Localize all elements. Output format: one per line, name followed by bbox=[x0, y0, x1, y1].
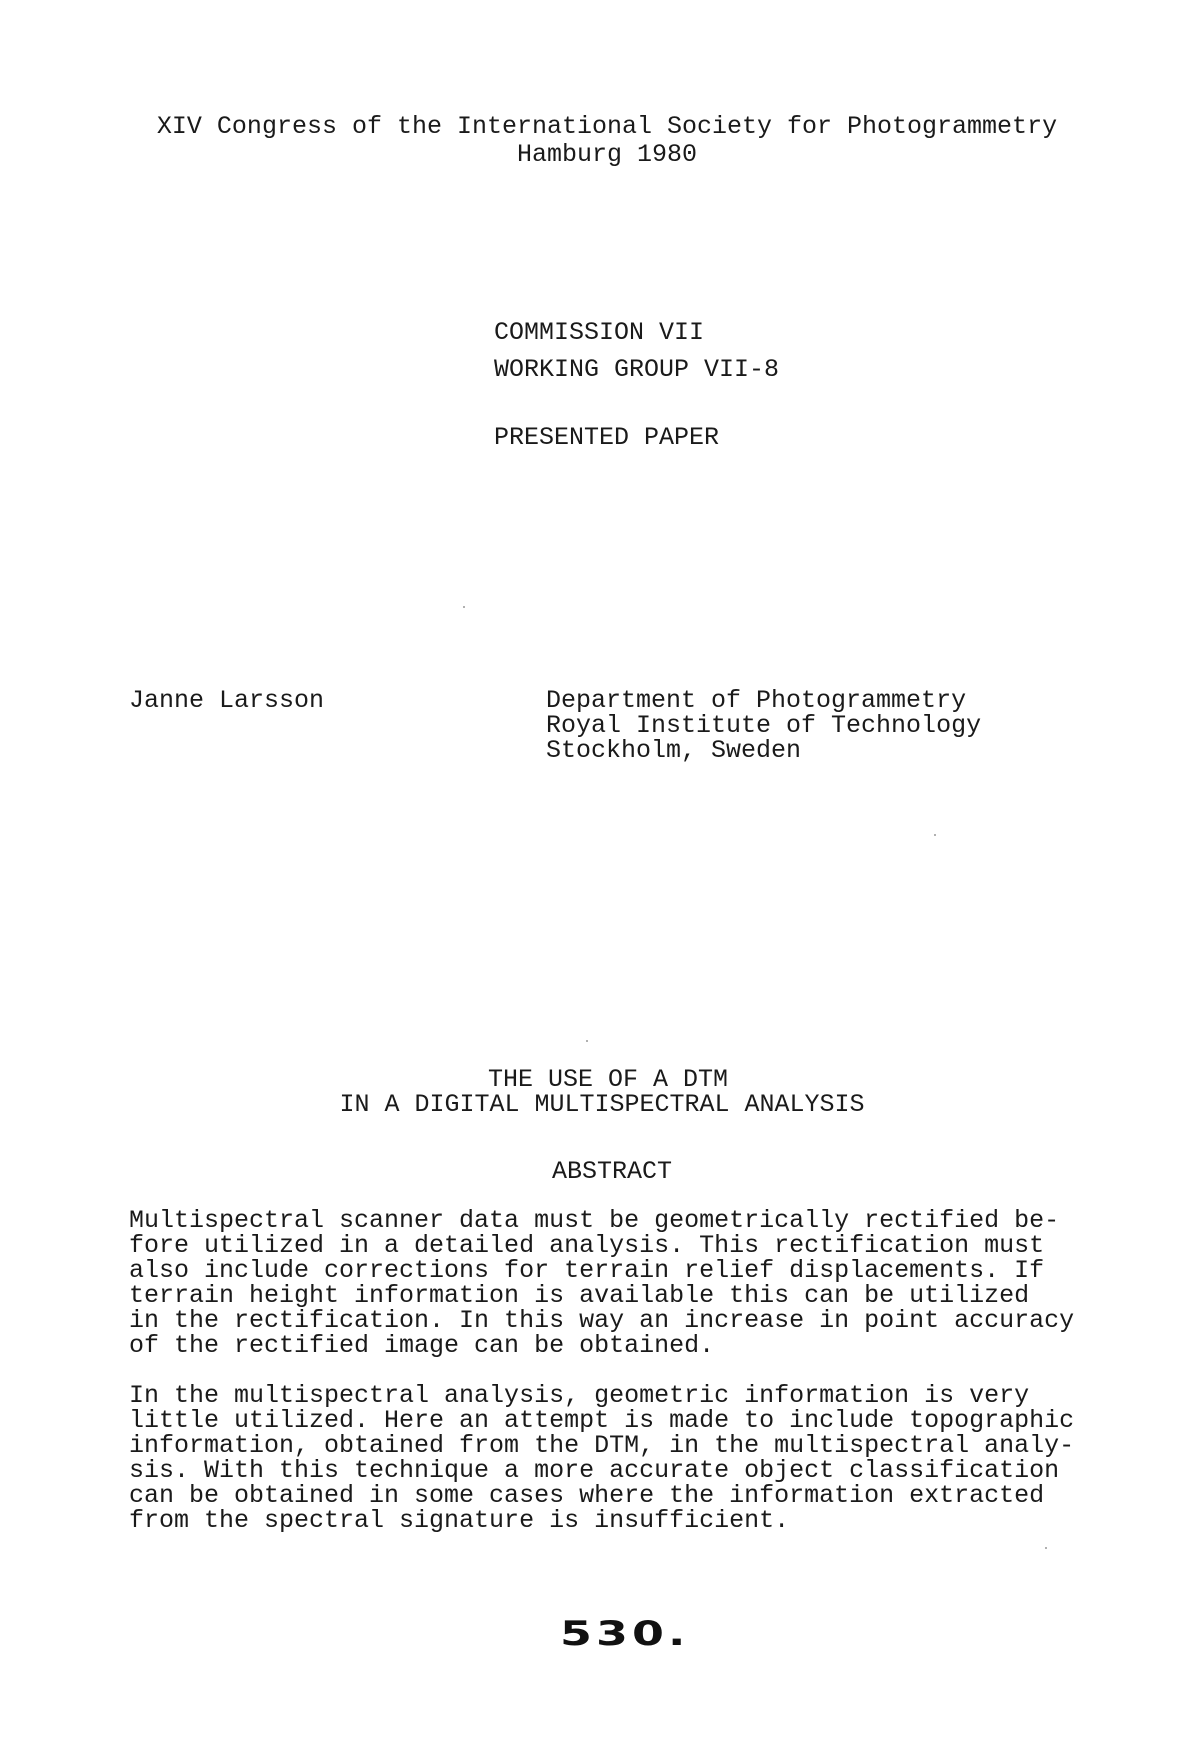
author-name: Janne Larsson bbox=[129, 686, 325, 715]
abstract-line: little utilized. Here an attempt is made to include topographic bbox=[129, 1406, 1075, 1435]
abstract-line: information, obtained from the DTM, in the multispectral analy- bbox=[129, 1431, 1075, 1460]
affiliation-line: Stockholm, Sweden bbox=[546, 736, 802, 765]
author-name-block bbox=[129, 688, 324, 713]
scan-speck bbox=[463, 606, 465, 608]
title-line: IN A DIGITAL MULTISPECTRAL ANALYSIS bbox=[339, 1090, 865, 1119]
title-line: THE USE OF A DTM bbox=[487, 1065, 729, 1094]
abstract-line: terrain height information is available this can be utilized bbox=[129, 1281, 1030, 1310]
page-number: 530. bbox=[560, 1614, 690, 1654]
commission-block bbox=[494, 314, 779, 388]
abstract-line: Multispectral scanner data must be geometrically rectified be- bbox=[129, 1206, 1060, 1235]
abstract-body bbox=[129, 1208, 1089, 1533]
affiliation-line: Department of Photogrammetry bbox=[546, 686, 967, 715]
conference-location-year: Hamburg 1980 bbox=[516, 140, 698, 169]
working-group-label: WORKING GROUP VII-8 bbox=[494, 355, 780, 384]
paper-title bbox=[0, 1067, 1192, 1117]
paper-type bbox=[494, 425, 719, 450]
abstract-paragraph bbox=[129, 1383, 1089, 1533]
abstract-line: fore utilized in a detailed analysis. This rectification must bbox=[129, 1231, 1045, 1260]
affiliation-line: Royal Institute of Technology bbox=[546, 711, 982, 740]
abstract-line: of the rectified image can be obtained. bbox=[129, 1331, 715, 1360]
abstract-line: sis. With this technique a more accurate object classification bbox=[129, 1456, 1060, 1485]
author-affiliation bbox=[546, 688, 981, 763]
abstract-line: can be obtained in some cases where the information extracted bbox=[129, 1481, 1045, 1510]
abstract-heading bbox=[552, 1159, 672, 1184]
scan-speck bbox=[934, 834, 936, 836]
abstract-line: in the rectification. In this way an increase in point accuracy bbox=[129, 1306, 1075, 1335]
commission-label: COMMISSION VII bbox=[494, 318, 705, 347]
abstract-line: In the multispectral analysis, geometric information is very bbox=[129, 1381, 1030, 1410]
scan-speck bbox=[1045, 1547, 1047, 1549]
conference-header bbox=[0, 113, 1192, 169]
abstract-line: from the spectral signature is insufficient. bbox=[129, 1506, 790, 1535]
paper-type-label: PRESENTED PAPER bbox=[494, 423, 720, 452]
abstract-paragraph bbox=[129, 1208, 1089, 1358]
abstract-line: also include corrections for terrain relief displacements. If bbox=[129, 1256, 1045, 1285]
abstract-heading-text: ABSTRACT bbox=[552, 1157, 673, 1186]
scan-speck bbox=[586, 1040, 588, 1042]
conference-name: XIV Congress of the International Society for Photogrammetry bbox=[156, 112, 1058, 141]
